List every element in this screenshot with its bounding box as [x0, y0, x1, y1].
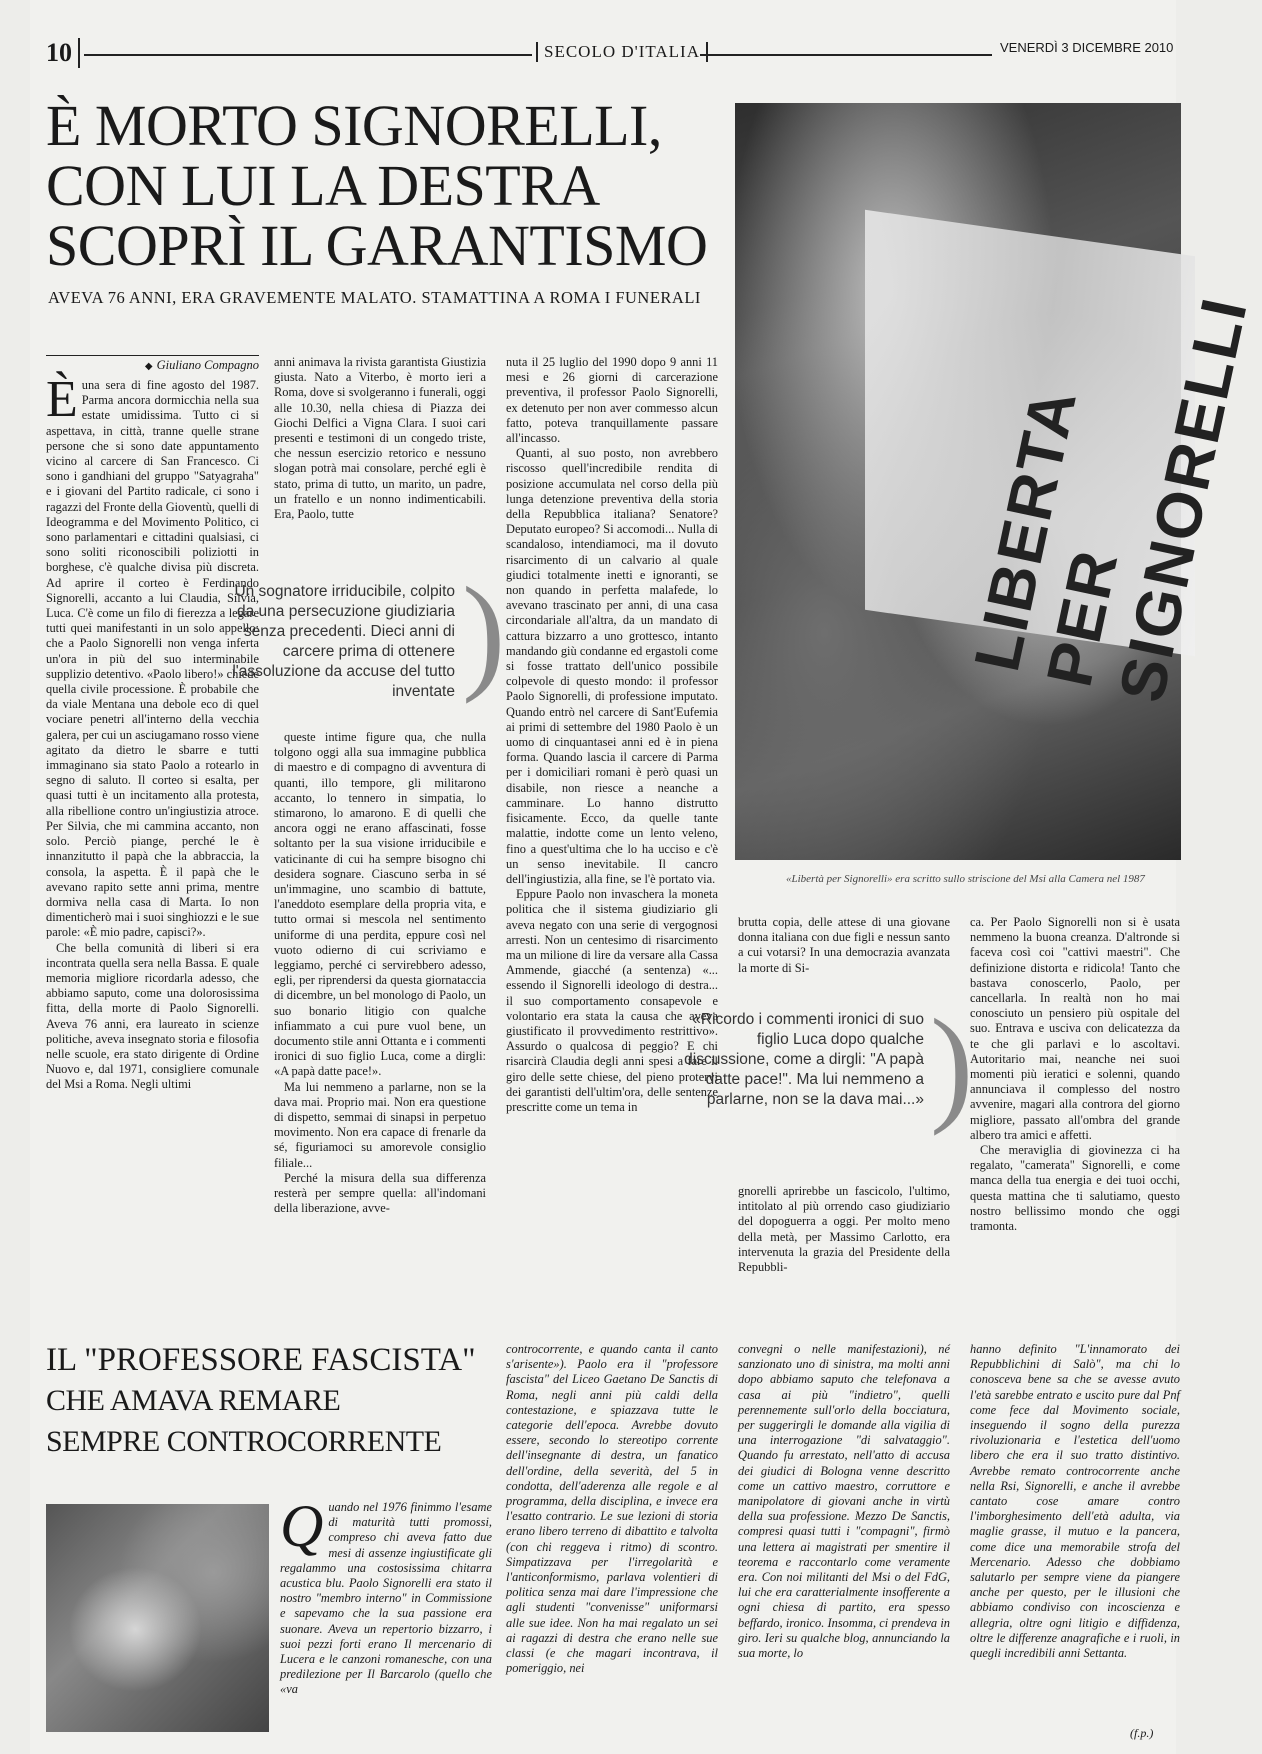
second-dropcap: Q [280, 1493, 324, 1559]
main-col1-paragraph-2: Che bella comunità di liberi si era incontrata quella sera nella Bassa. E quale memoria migliore ricordarla adesso, che abbiamo saputo, come una dolorosissima fitta, della morte di Paolo Signorelli. Aveva 76 anni, era laureato in scienze politiche, aveva insegnato storia e filosofia nelle scuole, era stato dirigente di Ordine Nuovo e, dal 1971, consigliere comunale del Msi a Roma. Negli ultimi [46, 940, 259, 1092]
byline-author: Giuliano Compagno [156, 358, 259, 372]
main-column-2-top [274, 355, 486, 545]
main-col5-paragraph-1: ca. Per Paolo Signorelli non si è usata nemmeno la buona creanza. D'altronde si faceva così coi "cattivi maestri". Che definizione distorta e ridicola! Tanto che bastava conoscerlo, Paolo, per cancellarla. In realtà non ho mai conosciuto un pensiero più ospitale del suo. Entrava e usciva con delicatezza da te che gli parlavi e lo ascoltavi. Autoritario mai, neanche nei suoi momenti più ieratici e solenni, quando annunciava il complesso del nostro avvenire, magari alla controra del giorno migliore, passato all'ombra del grande albero tra amici e affetti. [970, 915, 1180, 1142]
main-col4-paragraph-1: brutta copia, delle attese di una giovane donna italiana con due figli e nessun santo a cui votarsi? In una democrazia avanzata la morte di Si- [738, 915, 950, 975]
main-col2-paragraph-2: queste intime figure qua, che nulla tolgono oggi alla sua immagine pubblica di maestro e di compagno di avventura di quanti, illo tempore, gli militarono accanto, lo tennero in simpatia, lo stimarono, lo amarono. E di quelli che ancora oggi ne erano affascinati, fosse soltanto per la sua visione irriducibile e vaticinante di cui ha sempre bisogno chi desidera sognare. Ciascuno serba in sé un'immagine, uno scambio di battute, l'aneddoto esemplare della propria vita, e tutto ormai si mescola nel sentimento uniforme di una perdita, eppure così nel vuoto odierno di cui scriviamo e leggiamo, perché ci servirebbero adesso, egli, per riprendersi da questa giornataccia di dicembre, un bel monologo di Paolo, un suo bonario litigio con qualche infiammato a cui pure vuol bene, un documento stile anni Ottanta e i commenti ironici di suo figlio Luca, come a dirgli: «A papà datte pace!». [274, 730, 486, 1079]
main-col2-paragraph-1: anni animava la rivista garantista Giustizia giusta. Nato a Viterbo, è morto ieri a Roma, dove si svolgeranno i funerali, oggi alle 10.30, nella chiesa di Piazza dei Giochi Delfici a Vigna Clara. I suoi cari presenti e testimoni di un congedo triste, che nessun esercizio retorico e nessuno slogan potrà mai consolare, perché egli è stato, prima di tutto, un marito, un padre, un fratello e un nonno indimenticabili. Era, Paolo, tutte [274, 355, 486, 522]
main-column-1 [46, 371, 260, 1668]
page-number: 10 [46, 38, 80, 68]
main-column-5 [970, 915, 1180, 1285]
second-headline-line-2: CHE AMAVA REMARE [46, 1384, 341, 1417]
main-col3-paragraph-1: nuta il 25 luglio del 1990 dopo 9 anni 11 mesi e 26 giorni di carcerazione preventiva, il professor Paolo Signorelli, ex detenuto per non aver commesso alcun fatto, poteva tranquillamente passare all'incasso. [506, 355, 718, 446]
main-headline [46, 93, 726, 278]
second-column-1 [280, 1493, 492, 1740]
main-col5-paragraph-2: Che meraviglia di giovinezza ci ha regalato, "camerata" Signorelli, e come manca della tua energia e dei tuoi occhi, questa mattina che ti salutiamo, questo nostro bellissimo mondo che oggi tramonta. [970, 1143, 1180, 1234]
main-col2-paragraph-3: Ma lui nemmeno a parlarne, non se la dava mai. Proprio mai. Non era questione di dispetto, semmai di sinapsi in perpetuo movimento. Non era capace di frenarle da sé, figuriamoci su amorevole consiglio filiale... [274, 1079, 486, 1170]
issue-date: VENERDÌ 3 DICEMBRE 2010 [1000, 40, 1174, 55]
main-col3-paragraph-2: Quanti, al suo posto, non avrebbero riscosso quell'incredibile rendita di posizione accumulata nel corso della più lunga detenzione preventiva della storia della Repubblica italiana? Senatore? Deputato europeo? Si accomodi... Nulla di scandaloso, intendiamoci, ma il dovuto risarcimento di un calvario al quale giudici totalmente inetti e ignoranti, se non quando in perfetta malafede, lo avevano trascinato per anni, di una casa circondariale all'altra, da un mandato di cattura bizzarro a uno grottesco, intanto mandando giù condanne ed ergastoli come si fosse trattato dell'unico possibile colpevole di questo mondo: il professor Paolo Signorelli, di professione imputato. Quando entrò nel carcere di Sant'Eufemia ai primi di settembre del 1980 Paolo è un uomo di cinquantasei anni ed è in piena forma. Quando lascia il carcere di Parma per i domiciliari romani è però quasi un disabile, non riesce a neanche a camminare. Lo hanno distrutto fisicamente. Ecco, da quelle tante malattie, indotte come un lento veleno, fino a quest'ultima che lo ha ucciso e c'è un senso inevitabile. Il cancro dell'ingiustizia, alla fine, se l'è portato via. [506, 446, 718, 886]
second-col2-text: controcorrente, e quando canta il canto s'arisente»). Paolo era il "professore fascista" del Liceo Gaetano De Sanctis di Roma, negli anni più caldi della contestazione, e spiazzava tutte le categorie dell'epoca. Avrebbe dovuto essere, secondo lo stereotipo corrente dell'insegnante di destra, un fanatico dell'ordine, della severità, del 5 in condotta, dell'aderenza alle regole e al programma, della disciplina, e invece era l'esatto contrario. Le sue lezioni di storia erano libero terreno di dibattito e talvolta (con chi reggeva i ritmo) di scontro. Simpatizzava per l'irregolarità e l'anticonformismo, parlava volentieri di politica senza mai dare l'impressione che agli studenti "convenisse" uniformarsi alle sue idee. Non ha mai regalato un sei ai ragazzi di destra che erano nelle sue classi (e che magari incontrava, il pomeriggio, nei [506, 1342, 718, 1676]
main-headline-line-3: SCOPRÌ IL GARANTISMO [46, 213, 708, 278]
main-column-4-top [738, 915, 950, 985]
newspaper-name: SECOLO D'ITALIA [536, 42, 708, 62]
second-column-2 [506, 1342, 718, 1742]
main-headline-line-1: È MORTO SIGNORELLI, [46, 93, 662, 158]
second-col3-text: convegni o nelle manifestazioni), né sanzionato uno di sinistra, ma molti anni dopo abbiamo saputo che telefonava a casa ai più "indietro", quelli perennemente sull'orlo della bocciatura, per suggerirgli le domande alla vigilia di una interrogazione "di salvataggio". Quando fu arrestato, nell'atto di accusa dei giudici di Bologna venne descritto come un cattivo maestro, corruttore e manipolatore di giovani anche in virtù della sua professione. Mezzo De Sanctis, compresi quasi tutti i "compagni", firmò una lettera ai magistrati per smentire il teorema e raccontarlo come veramente era. Con noi militanti del Msi o del FdG, lui che era caratterialmente insofferente a ogni chiesa di partito, era spesso beffardo, ironico. Insomma, ci prendeva in giro. Ieri su qualche blog, annunciando la sua morte, lo [738, 1342, 950, 1661]
pullquote-2-bracket: ) [930, 993, 974, 1137]
second-col4-text: hanno definito "L'innamorato dei Repubblichini di Salò", ma chi lo conosceva bene sa che se avesse avuto l'età sarebbe entrato e uscito pure dal Pnf come fece dal Movimento sociale, inseguendo il sogno della purezza rivoluzionaria e l'estetica dell'uomo libero che era il suo tratto distintivo. Avrebbe remato controcorrente anche nella Rsi, Signorelli, e anche il avrebbe cantato cose amare contro l'imborghesimento dell'età adulta, via maglie grasse, il mutuo e la pancera, come dice una memorabile strofa del Mercenario. Adesso che dobbiamo salutarlo per sempre viene da piangere anche per questo, per le illusioni che abbiamo condiviso con incoscienza e allegria, oltre ogni litigio e diffidenza, oltre le differenze anagrafiche e i ruoli, in quegli incredibili anni Settanta. [970, 1342, 1180, 1661]
header-rule-right [700, 54, 992, 56]
main-column-4-bottom [738, 1184, 950, 1284]
main-col4-paragraph-2: gnorelli aprirebbe un fascicolo, l'ultimo, intitolato al più orrendo caso giudiziario del dopoguerra a oggi. Per molto meno della metà, per Massimo Carlotto, era intervenuta la grazia del Presidente della Repubbli- [738, 1184, 950, 1275]
pullquote-2: «Ricordo i commenti ironici di suo figlio Luca dopo qualche discussione, come a dirgli: "A papà datte pace!". Ma lui nemmeno a parlarne, non se la dava mai...» [684, 1011, 924, 1108]
photo-caption: «Libertà per Signorelli» era scritto sullo striscione del Msi alla Camera nel 1987 [786, 873, 1145, 885]
pullquote-1-bracket: ) [462, 561, 506, 705]
second-column-3 [738, 1342, 950, 1742]
main-photo [735, 103, 1261, 860]
second-headline-line-3: SEMPRE CONTROCORRENTE [46, 1425, 442, 1458]
main-headline-line-2: CON LUI LA DESTRA [46, 153, 600, 218]
pullquote-1: Un sognatore irriducibile, colpito da una persecuzione giudiziaria senza precedenti. Dieci anni di carcere prima di ottenere l'assoluzione da accuse del tutto inventate [232, 583, 455, 700]
main-col3-paragraph-3: Eppure Paolo non invaschera la moneta politica che il sistema giudiziario gli aveva negato con una serie di vergognosi arresti. Non un centesimo di risarcimento ma un milione di lire da versare alla Cassa Ammende, giacché (a sentenza) «... essendo il Signorelli ideologo di destra... il suo comportamento consapevole e volontario era stata la causa che aveva giustificato il provvedimento restrittivo». Assurdo o qualcosa di peggio? E chi risarcirà Claudia degli anni spesi a fare il giro delle sette chiese, del pieno protervi dei garantisti dell'ultim'ora, delle sentenze prescritte come un tema in [506, 887, 718, 1114]
second-column-4 [970, 1342, 1180, 1728]
main-col1-paragraph-1: una sera di fine agosto del 1987. Parma ancora dormicchia nella sua estate umidissima. Tutto ci si aspettava, in città, tranne quelle strane persone che si sono date appuntamento vicino al carcere di San Francesco. Ci sono i gandhiani del gruppo "Satyagraha" e i giovani del Partito radicale, ci sono i ragazzi del Fronte della Gioventù, quelli di Ideogramma e del Movimento Politico, ci sono parlamentari e cittadini qualsiasi, ci sono soliti riconoscibili poliziotti in borghese, c'è qualche divisa più discreta. Ad aprire il corteo è Ferdinando Signorelli, accanto a lui Claudia, Silvia, Luca. C'è come un filo di fierezza a legare tutti quei manifestanti in un solo appello: che a Paolo Signorelli non venga inferta un'ora in più del suo interminabile supplizio detentivo. «Paolo libero!» chiede quella civile processione. È probabile che da viale Mentana una debole eco di quel vociare penetri all'interno della vecchia galera, per cui un asciugamano rosso viene agitato da dietro le sbarre e tutti immaginano sia stato Paolo a rotearlo in segno di saluto. Il corteo si esalta, per quasi tutti è un incitamento alla protesta, alla ribellione contro un'ingiustizia atroce. Per Silvia, che mi cammina accanto, non solo. Perciò piange, perché le è innanzitutto il papà che la abbraccia, la consola, la aspetta. È il papà che le avevano rapito sette anni prima, mentre dormiva nella casa di Marta. Io non dimenticherò mai i suoi singhiozzi e le sue parole: «È mio padre, capisci?». [46, 378, 260, 940]
dropcap: È [46, 371, 78, 428]
second-signature: (f.p.) [1130, 1726, 1154, 1740]
second-headline [46, 1340, 506, 1462]
second-col1-text: uando nel 1976 finimmo l'esame di maturità tutti promossi, compreso chi aveva fatto due mesi di assenze ingiustificate gli regalammo una costosissima chitarra acustica blu. Paolo Signorelli era stato il nostro "membro interno" in Commissione e sapevamo che la sua passione era suonare. Aveva un repertorio bizzarro, i suoi pezzi forti erano Il mercenario di Lucera e le canzoni romanesche, con una predilezione per Il Barcarolo (quello che «va [280, 1500, 492, 1697]
portrait-photo [46, 1504, 269, 1732]
diamond-icon: ◆ [144, 361, 153, 372]
header-rule-left [84, 54, 532, 56]
main-subheadline: AVEVA 76 ANNI, ERA GRAVEMENTE MALATO. STAMATTINA A ROMA I FUNERALI [48, 288, 701, 307]
second-headline-line-1: IL "PROFESSORE FASCISTA" [46, 1342, 476, 1378]
photo-banner-text: LIBERTA PER SIGNORELLI [960, 290, 1261, 708]
main-col2-paragraph-4: Perché la misura della sua differenza resterà per sempre quella: all'indomani della liberazione, avve- [274, 1170, 486, 1216]
